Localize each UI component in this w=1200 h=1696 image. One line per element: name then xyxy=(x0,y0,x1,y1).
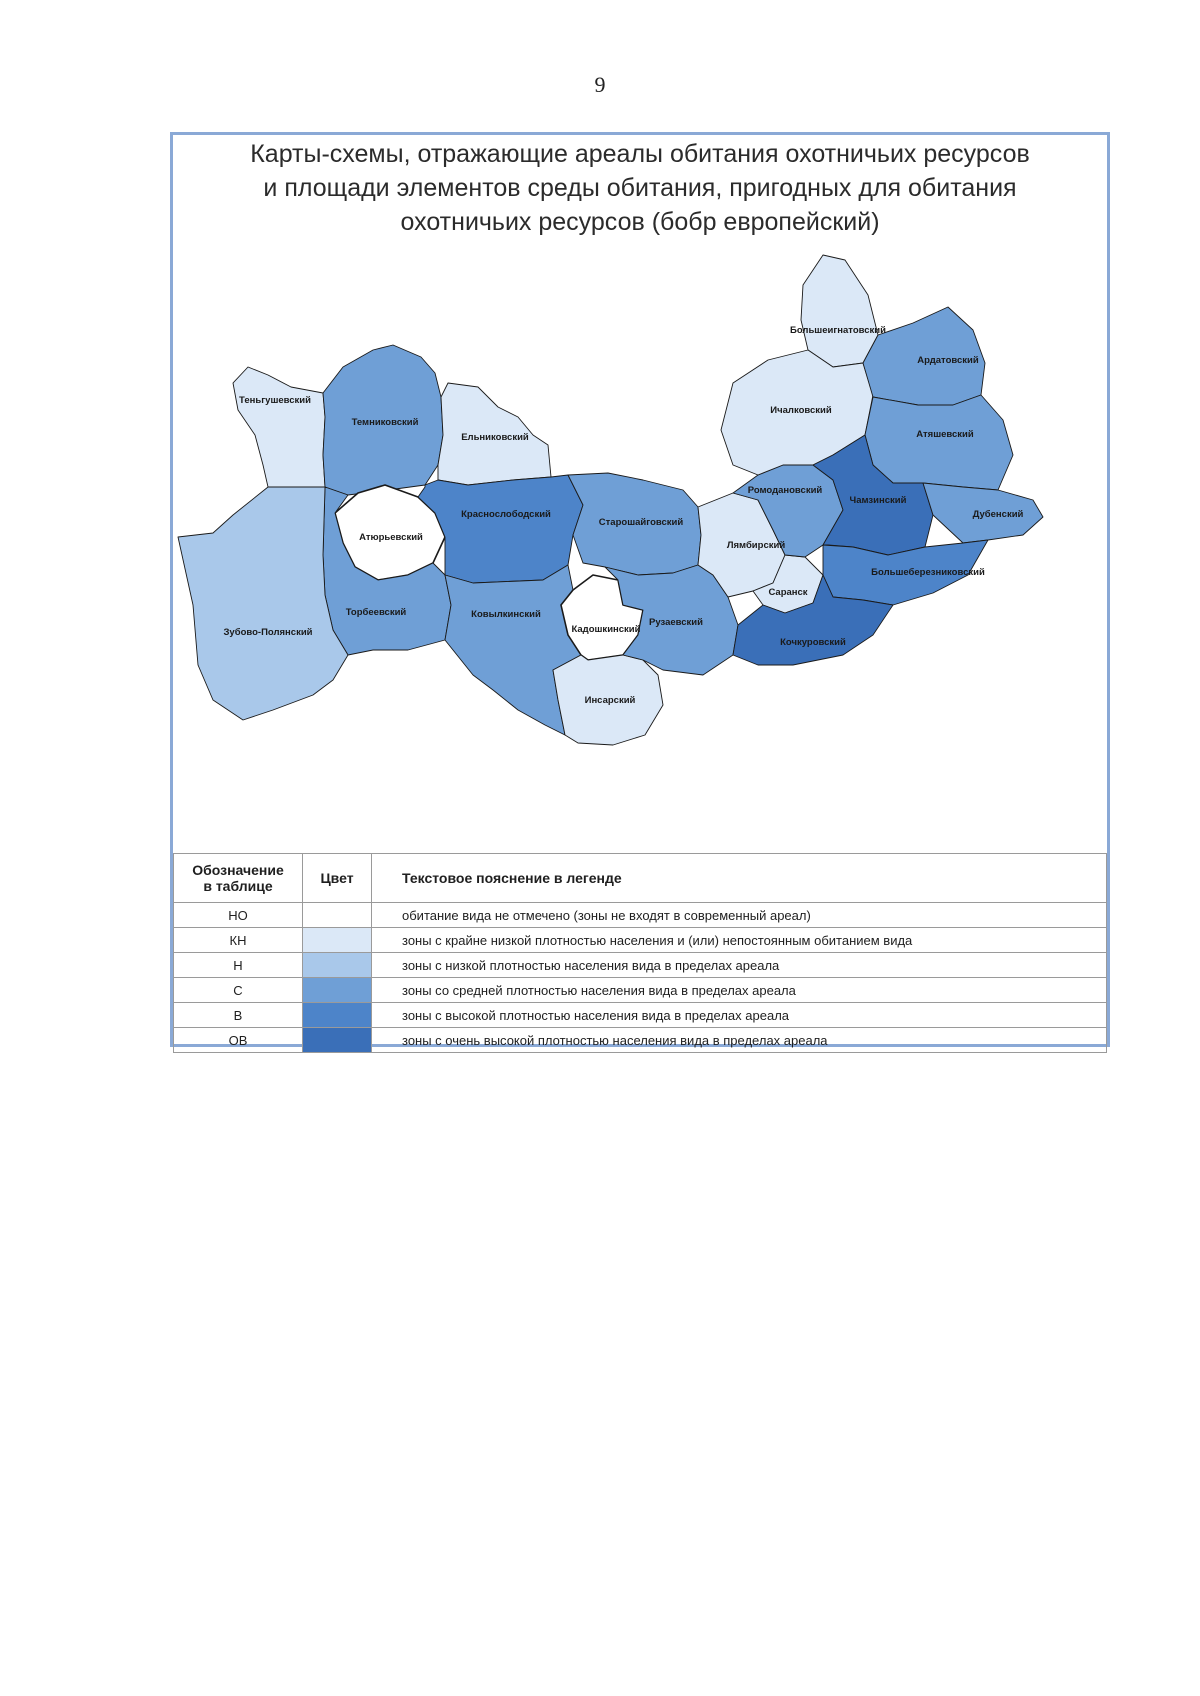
legend-row xyxy=(174,1003,1107,1028)
legend-swatch-cell xyxy=(303,1003,372,1028)
page-number: 9 xyxy=(594,72,606,97)
legend-color-swatch xyxy=(303,1003,371,1027)
legend-text: зоны с очень высокой плотностью населения вида в пределах ареала xyxy=(372,1028,1107,1053)
district-label: Ельниковский xyxy=(461,432,529,443)
legend-code: В xyxy=(174,1003,303,1028)
district-region xyxy=(178,487,348,720)
map-title-line: охотничьих ресурсов (бобр европейский) xyxy=(400,208,880,236)
legend-header-color: Цвет xyxy=(303,854,372,903)
district-label: Дубенский xyxy=(972,509,1024,520)
district-label: Инсарский xyxy=(584,695,636,706)
legend-code: ОВ xyxy=(174,1028,303,1053)
district-label: Чамзинский xyxy=(849,495,907,506)
district-label: Саранск xyxy=(768,587,808,598)
district-label: Зубово-Полянский xyxy=(223,627,313,638)
legend-header-code: Обозначение в таблице xyxy=(174,854,303,903)
legend-swatch-cell xyxy=(303,903,372,928)
map-frame xyxy=(170,132,1110,1047)
district-label: Теньгушевский xyxy=(239,395,311,406)
legend-row xyxy=(174,1028,1107,1053)
legend-code: Н xyxy=(174,953,303,978)
district-label: Ичалковский xyxy=(770,405,832,416)
legend-text: зоны с высокой плотностью населения вида в пределах ареала xyxy=(372,1003,1107,1028)
district-label: Большеигнатовский xyxy=(790,325,886,336)
district-label: Торбеевский xyxy=(345,607,407,618)
map-title-line: и площади элементов среды обитания, пригодных для обитания xyxy=(263,174,1017,202)
district-label: Старошайговский xyxy=(598,517,684,528)
legend-text: зоны с низкой плотностью населения вида в пределах ареала xyxy=(372,953,1107,978)
legend-color-swatch xyxy=(303,903,371,927)
legend-color-swatch xyxy=(303,953,371,977)
district-label: Краснослободский xyxy=(461,509,551,520)
district-label: Атяшевский xyxy=(916,429,974,440)
legend-row xyxy=(174,978,1107,1003)
district-label: Темниковский xyxy=(351,417,419,428)
district-label: Ромодановский xyxy=(747,485,823,496)
district-label: Кадошкинский xyxy=(571,624,641,635)
legend-color-swatch xyxy=(303,1028,371,1052)
legend-swatch-cell xyxy=(303,953,372,978)
legend-row xyxy=(174,903,1107,928)
district-label: Лямбирский xyxy=(726,540,786,551)
legend-header-row xyxy=(174,854,1107,903)
legend-code: НО xyxy=(174,903,303,928)
district-label: Ковылкинский xyxy=(471,609,541,620)
legend-row xyxy=(174,928,1107,953)
legend-code: С xyxy=(174,978,303,1003)
legend-color-swatch xyxy=(303,978,371,1002)
district-region xyxy=(801,255,878,367)
district-region xyxy=(865,395,1013,490)
map-title-line: Карты-схемы, отражающие ареалы обитания охотничьих ресурсов xyxy=(250,140,1030,168)
legend-swatch-cell xyxy=(303,978,372,1003)
legend-swatch-cell xyxy=(303,1028,372,1053)
legend-row xyxy=(174,953,1107,978)
legend-header-text: Текстовое пояснение в легенде xyxy=(372,854,1107,903)
district-label: Большеберезниковский xyxy=(871,567,985,578)
district-label: Атюрьевский xyxy=(359,532,423,543)
legend-color-swatch xyxy=(303,928,371,952)
district-region xyxy=(233,367,325,487)
legend-text: обитание вида не отмечено (зоны не входят в современный ареал) xyxy=(372,903,1107,928)
legend-code: КН xyxy=(174,928,303,953)
district-label: Кочкуровский xyxy=(780,637,846,648)
district-label: Ардатовский xyxy=(917,355,979,366)
district-region xyxy=(418,475,583,583)
legend-text: зоны со средней плотностью населения вида в пределах ареала xyxy=(372,978,1107,1003)
legend-table xyxy=(173,853,1107,1053)
district-label: Рузаевский xyxy=(649,617,703,628)
legend-text: зоны с крайне низкой плотностью населения и (или) непостоянным обитанием вида xyxy=(372,928,1107,953)
district-map xyxy=(173,135,1107,855)
legend-swatch-cell xyxy=(303,928,372,953)
